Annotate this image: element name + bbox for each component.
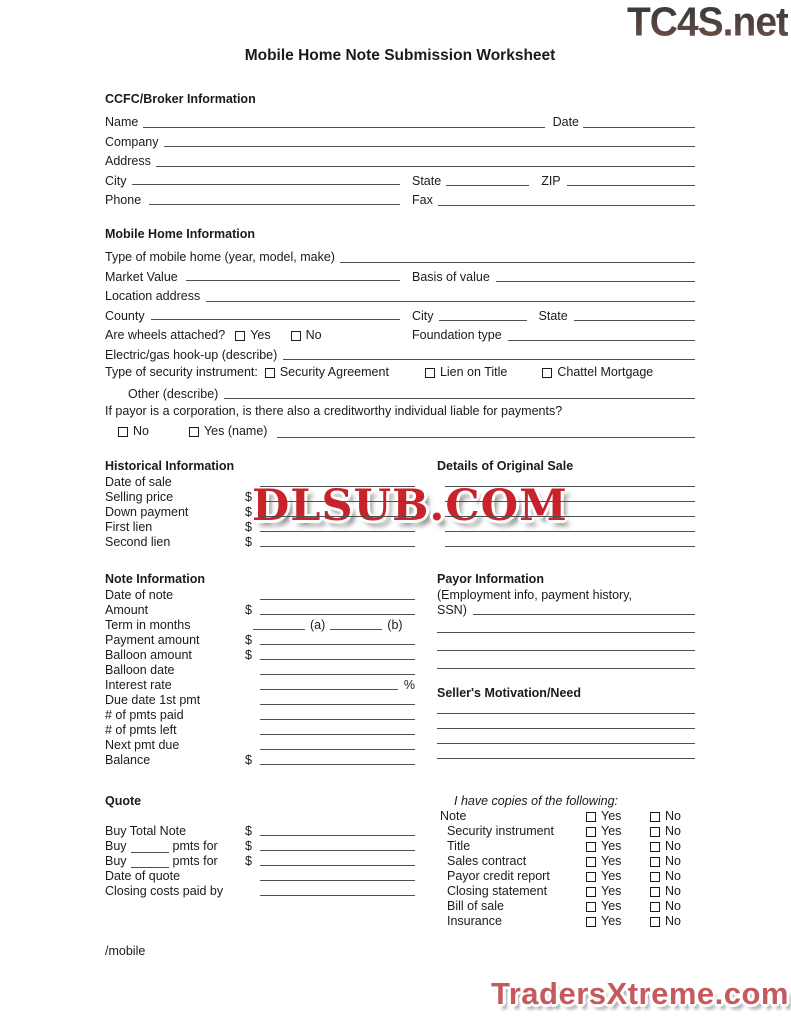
copies-item-label: Bill of sale: [447, 898, 504, 913]
checkbox-label: No: [133, 423, 149, 438]
blank-line: [260, 641, 415, 645]
checkbox-label: No: [665, 838, 681, 853]
blank-line: [445, 528, 695, 532]
copies-item-label: Sales contract: [447, 853, 527, 868]
field-label: Buy Total Note: [105, 823, 187, 838]
field-label: Balance: [105, 752, 151, 767]
field-label: ZIP: [541, 173, 561, 188]
checkbox-yes-icon: [586, 887, 596, 897]
checkbox-yes-icon: [586, 857, 596, 867]
field-label: Electric/gas hook-up (describe): [105, 347, 278, 362]
field-label: (b): [387, 617, 403, 632]
blank-line: [260, 877, 415, 881]
form-row: [105, 490, 415, 505]
blank-line: [260, 686, 398, 690]
field-label: Date of quote: [105, 868, 181, 883]
blank-line: [260, 671, 415, 675]
form-row: [105, 884, 415, 899]
checkbox-label: Yes: [601, 868, 622, 883]
copies-item-label: Note: [440, 808, 467, 823]
broker-section: [105, 92, 695, 209]
blank-line: [277, 434, 695, 438]
blank-line: [132, 182, 400, 185]
blank-line: [260, 701, 415, 705]
blank-line: [438, 202, 695, 206]
form-row: [105, 111, 695, 131]
payor-note-line: (Employment info, payment history,: [437, 587, 632, 602]
form-row: [105, 131, 695, 151]
blank-line: [186, 278, 400, 281]
form-row: [105, 678, 415, 693]
blank-line: [445, 483, 695, 487]
blank-line: [567, 182, 695, 186]
blank-line: [445, 498, 695, 502]
dollar-sign: $: [245, 504, 252, 519]
payor-section: [437, 572, 695, 762]
page-title: Mobile Home Note Submission Worksheet: [244, 47, 556, 64]
blank-line: [131, 850, 169, 853]
field-label: Company: [105, 134, 159, 149]
field-label: Selling price: [105, 489, 174, 504]
blank-line: [260, 498, 415, 502]
blank-line: [131, 865, 169, 868]
dollar-sign: $: [245, 489, 252, 504]
field-label: Interest rate: [105, 677, 172, 692]
field-label: Phone: [105, 193, 142, 208]
field-label: County: [105, 308, 145, 323]
field-label: Next pmt due: [105, 737, 180, 752]
dollar-sign: [245, 692, 260, 693]
field-label: Name: [105, 115, 139, 130]
broker-section-heading: CCFC/Broker Information: [105, 92, 256, 106]
percent-sign: %: [403, 677, 415, 692]
checkbox-label: Yes: [601, 853, 622, 868]
checkbox-label: Lien on Title: [439, 365, 508, 380]
form-row: [105, 170, 695, 190]
blank-line: [260, 483, 415, 487]
field-label: Due date 1st pmt: [105, 692, 201, 707]
checkbox-label: Chattel Mortgage: [557, 365, 654, 380]
blank-line: [437, 740, 695, 744]
blank-line: [260, 716, 415, 720]
checkbox-no-icon: [650, 857, 660, 867]
checkbox-label: Yes: [601, 913, 622, 928]
form-row: [105, 324, 695, 344]
checkbox-lien-on-title-icon: [425, 368, 435, 378]
field-label: pmts for: [172, 838, 218, 853]
blank-line: [260, 543, 415, 547]
dollar-sign: $: [245, 602, 252, 617]
form-row: [105, 723, 415, 738]
checkbox-label: No: [665, 898, 681, 913]
payor-note-text: [437, 588, 695, 603]
question-text: If payor is a corporation, is there also a creditworthy individual liable for payments?: [105, 404, 563, 419]
blank-line: [260, 513, 415, 517]
copies-row: [440, 808, 702, 824]
field-label: Buy: [105, 853, 127, 868]
field-label: Basis of value: [412, 269, 490, 284]
form-row: [437, 603, 695, 618]
form-row: [105, 266, 695, 286]
field-label: Other (describe): [128, 386, 219, 401]
form-row: [105, 363, 695, 383]
form-row: [437, 747, 695, 762]
form-row: [437, 702, 695, 717]
checkbox-yes-icon: [586, 827, 596, 837]
field-label: Type of mobile home (year, model, make): [105, 250, 335, 265]
copies-row: [447, 839, 702, 854]
field-label: Closing costs paid by: [105, 883, 224, 898]
form-row: [437, 654, 695, 672]
field-label: First lien: [105, 519, 153, 534]
checkbox-label: Security Agreement: [279, 365, 389, 380]
copies-item-label: Closing statement: [447, 883, 548, 898]
form-row: [105, 663, 415, 678]
field-label: pmts for: [172, 853, 218, 868]
checkbox-chattel-mortgage-icon: [542, 368, 552, 378]
checkbox-no-icon: [650, 902, 660, 912]
copies-row: [447, 869, 702, 884]
field-label: Type of security instrument:: [105, 365, 258, 380]
blank-line: [437, 710, 695, 714]
field-label: City: [105, 173, 127, 188]
checkbox-label: Yes: [250, 328, 271, 343]
blank-line: [340, 259, 695, 263]
form-row: [105, 305, 695, 325]
dollar-sign: $: [245, 838, 252, 853]
checkbox-label: Yes: [601, 838, 622, 853]
blank-line: [260, 862, 415, 866]
copies-item-label: Payor credit report: [447, 868, 550, 883]
blank-line: [151, 317, 400, 320]
checkbox-yes-icon: [586, 812, 596, 822]
form-row: [105, 633, 415, 648]
field-label: Second lien: [105, 534, 171, 549]
field-label: Term in months: [105, 617, 191, 632]
blank-line: [260, 731, 415, 735]
form-row: [437, 717, 695, 732]
field-label: City: [412, 308, 434, 323]
form-row: [437, 732, 695, 747]
form-row: [105, 505, 415, 520]
copies-row: [447, 884, 702, 899]
form-row: [105, 869, 415, 884]
checkbox-no-icon: [650, 872, 660, 882]
blank-line: [164, 143, 696, 147]
blank-line: [496, 278, 695, 282]
dollar-sign: [245, 898, 260, 899]
form-row: [105, 422, 695, 442]
blank-line: [445, 543, 695, 547]
checkbox-label: Yes: [601, 898, 622, 913]
field-label: Balloon date: [105, 662, 175, 677]
blank-line: [437, 630, 695, 633]
blank-line: [206, 298, 695, 302]
form-row: [105, 402, 695, 422]
dollar-sign: [245, 883, 260, 884]
form-row: [105, 535, 415, 550]
field-label: Fax: [412, 193, 433, 208]
form-row: [105, 824, 415, 839]
blank-line: [260, 528, 415, 532]
form-row: [105, 383, 695, 403]
checkbox-label: Yes (name): [203, 423, 268, 438]
blank-line: [437, 725, 695, 729]
checkbox-no-icon: [650, 887, 660, 897]
form-row: [105, 708, 415, 723]
checkbox-wheels-yes-icon: [235, 331, 245, 341]
dollar-sign: [245, 677, 260, 678]
quote-section-heading: Quote: [105, 794, 142, 808]
field-label: Payment amount: [105, 632, 200, 647]
dollar-sign: $: [245, 632, 252, 647]
checkbox-label: Yes: [601, 808, 622, 823]
form-row: [437, 520, 695, 535]
field-label: Buy: [105, 838, 127, 853]
field-label: Location address: [105, 289, 201, 304]
checkbox-no-icon: [650, 917, 660, 927]
blank-line: [260, 611, 415, 615]
blank-line: [439, 317, 527, 321]
blank-line: [224, 395, 695, 399]
form-row: [105, 753, 415, 768]
historical-section: [105, 459, 415, 550]
blank-line: [473, 611, 695, 615]
checkbox-label: No: [665, 868, 681, 883]
field-label: Date of note: [105, 587, 174, 602]
copies-row: [447, 914, 702, 929]
mobile-home-section-heading: Mobile Home Information: [105, 227, 255, 241]
mobile-home-section: [105, 227, 695, 441]
form-row: [105, 189, 695, 209]
blank-line: [260, 892, 415, 896]
copies-heading: I have copies of the following:: [454, 794, 618, 808]
blank-line: [260, 761, 415, 765]
field-label: Down payment: [105, 504, 189, 519]
dollar-sign: [245, 707, 260, 708]
copies-item-label: Insurance: [447, 913, 502, 928]
form-row: [105, 285, 695, 305]
form-row: [437, 618, 695, 636]
copies-row: [447, 854, 702, 869]
field-label: Market Value: [105, 269, 178, 284]
form-row: [105, 475, 415, 490]
field-label: # of pmts left: [105, 722, 177, 737]
copies-row: [447, 824, 702, 839]
field-label: Address: [105, 154, 151, 169]
checkbox-wheels-no-icon: [291, 331, 301, 341]
checkbox-no-icon: [650, 842, 660, 852]
form-row: [105, 603, 415, 618]
blank-line: [508, 337, 695, 341]
dollar-sign: [245, 722, 260, 723]
blank-line: [260, 596, 415, 600]
form-row: [437, 490, 695, 505]
dollar-sign: $: [245, 823, 252, 838]
form-row: [437, 535, 695, 550]
copies-row: [447, 899, 702, 914]
seller-section-heading: Seller's Motivation/Need: [437, 686, 581, 700]
footer-note: /mobile: [105, 944, 146, 958]
checkbox-no-icon: [650, 827, 660, 837]
checkbox-yes-icon: [586, 872, 596, 882]
tc4s-watermark: TC4S.net: [626, 0, 788, 45]
checkbox-label: No: [665, 853, 681, 868]
field-label: Date of sale: [105, 474, 172, 489]
checkbox-label: No: [665, 883, 681, 898]
field-label: SSN): [437, 602, 467, 617]
form-row: [105, 839, 415, 854]
checkbox-yes-icon: [586, 842, 596, 852]
blank-line: [437, 648, 695, 651]
form-row: [105, 520, 415, 535]
field-label: Are wheels attached?: [105, 328, 226, 343]
checkbox-label: No: [665, 808, 681, 823]
dollar-sign: $: [245, 647, 252, 662]
form-row: [105, 246, 695, 266]
blank-line: [283, 356, 695, 360]
note-info-section-heading: Note Information: [105, 572, 205, 586]
form-row: [105, 648, 415, 663]
checkbox-label: Yes: [601, 823, 622, 838]
form-row: [105, 693, 415, 708]
blank-line: [156, 163, 695, 167]
form-row: [437, 475, 695, 490]
checkbox-corp-yes-icon: [189, 427, 199, 437]
quote-section: [105, 794, 415, 899]
payor-section-heading: Payor Information: [437, 572, 544, 586]
checkbox-label: No: [665, 823, 681, 838]
form-row: [105, 344, 695, 364]
dlsub-watermark: DLSUB.COM: [252, 481, 568, 531]
blank-line: [143, 124, 544, 128]
checkbox-yes-icon: [586, 902, 596, 912]
blank-line: [574, 317, 695, 321]
tradersxtreme-watermark: TradersXtreme.com: [491, 976, 789, 1011]
blank-line: [437, 666, 695, 669]
field-label: Foundation type: [412, 328, 502, 343]
field-label: (a): [310, 617, 326, 632]
blank-line: [260, 746, 415, 750]
blank-line: [330, 626, 382, 630]
form-row: [105, 618, 415, 633]
field-label: State: [412, 173, 442, 188]
checkbox-label: Yes: [601, 883, 622, 898]
form-row: [105, 588, 415, 603]
blank-line: [260, 656, 415, 660]
dollar-sign: [245, 737, 260, 738]
blank-line: [260, 832, 415, 836]
copies-section: [440, 794, 702, 929]
original-sale-section: [437, 459, 695, 550]
dollar-sign: $: [245, 534, 252, 549]
form-row: [437, 636, 695, 654]
blank-line: [445, 513, 695, 517]
note-info-section: [105, 572, 415, 768]
form-row: [105, 854, 415, 869]
checkbox-security-agreement-icon: [265, 368, 275, 378]
dollar-sign: $: [245, 752, 252, 767]
copies-item-label: Title: [447, 838, 471, 853]
field-label: Date: [552, 115, 579, 130]
blank-line: [446, 182, 529, 186]
blank-line: [583, 124, 695, 128]
checkbox-corp-no-icon: [118, 427, 128, 437]
field-label: Balloon amount: [105, 647, 192, 662]
field-label: State: [538, 308, 568, 323]
dollar-sign: $: [245, 519, 252, 534]
checkbox-label: No: [665, 913, 681, 928]
dollar-sign: $: [245, 853, 252, 868]
blank-line: [260, 847, 415, 851]
blank-line: [437, 755, 695, 759]
field-label: Amount: [105, 602, 149, 617]
blank-line: [149, 202, 400, 205]
checkbox-yes-icon: [586, 917, 596, 927]
form-row: [105, 738, 415, 753]
original-sale-section-heading: Details of Original Sale: [437, 459, 574, 473]
copies-item-label: Security instrument: [447, 823, 554, 838]
blank-line: [253, 626, 305, 630]
checkbox-no-icon: [650, 812, 660, 822]
form-row: [437, 505, 695, 520]
form-row: [105, 150, 695, 170]
historical-section-heading: Historical Information: [105, 459, 235, 473]
checkbox-label: No: [305, 328, 322, 343]
field-label: # of pmts paid: [105, 707, 184, 722]
